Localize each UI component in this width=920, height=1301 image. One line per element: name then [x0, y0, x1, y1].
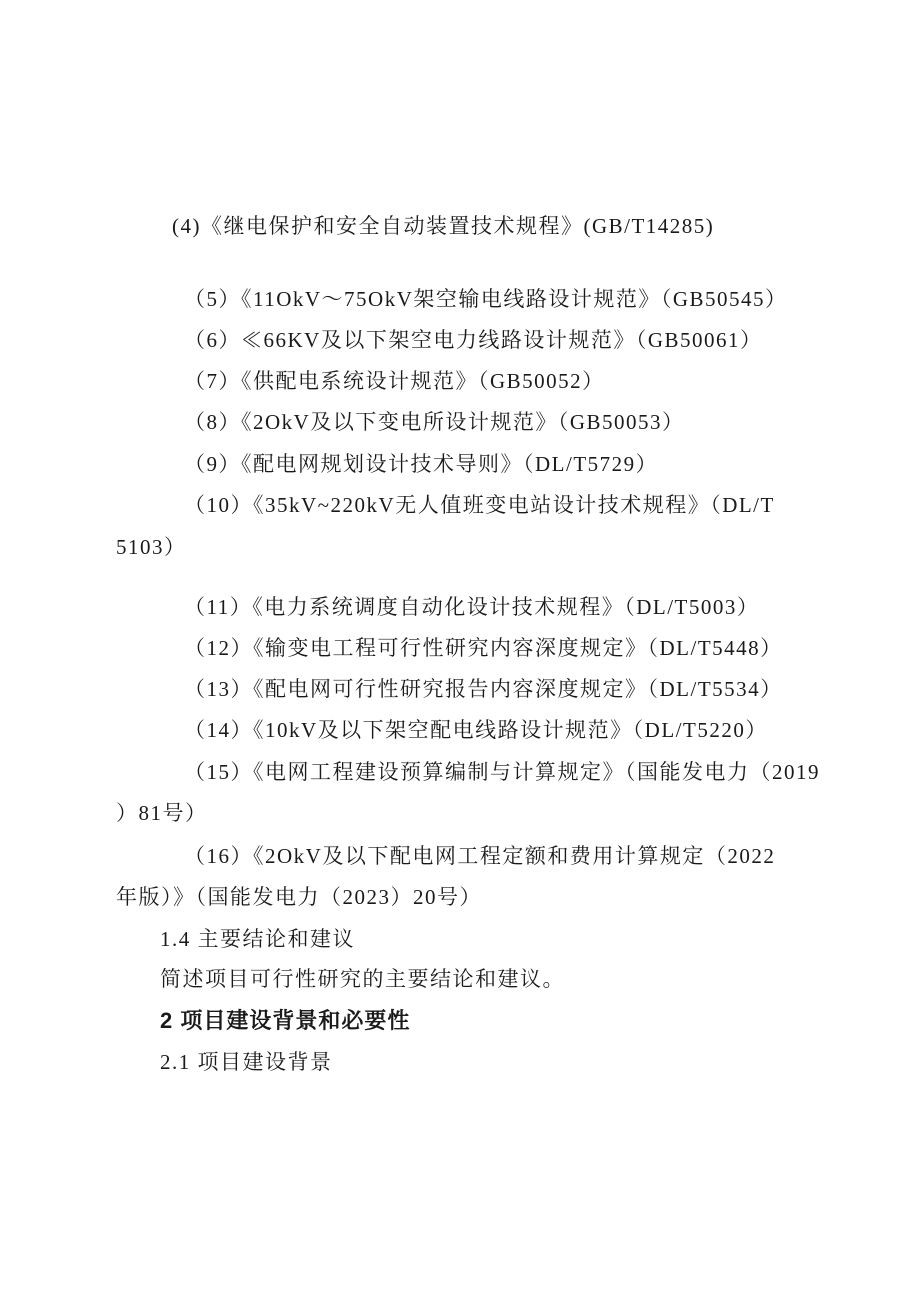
section-2-1-title: 2.1 项目建设背景 — [160, 1050, 333, 1074]
section-1-4-title: 1.4 主要结论和建议 — [160, 927, 355, 951]
reference-item-8: （8）《2OkV及以下变电所设计规范》（GB50053） — [184, 410, 685, 434]
reference-item-7: （7）《供配电系统设计规范》（GB50052） — [184, 369, 605, 393]
reference-item-4: (4)《继电保护和安全自动装置技术规程》(GB/T14285) — [172, 214, 715, 238]
reference-item-5: （5）《11OkV～75OkV架空输电线路设计规范》（GB50545） — [184, 287, 788, 311]
section-1-4-body: 简述项目可行性研究的主要结论和建议。 — [160, 967, 565, 991]
reference-item-12: （12）《输变电工程可行性研究内容深度规定》（DL/T5448） — [184, 636, 783, 660]
reference-item-11: （11）《电力系统调度自动化设计技术规程》（DL/T5003） — [184, 595, 760, 619]
reference-item-15-continuation: ）81号） — [116, 801, 208, 825]
reference-item-10: （10）《35kV~220kV无人值班变电站设计技术规程》（DL/T — [184, 493, 775, 517]
reference-item-9: （9）《配电网规划设计技术导则》（DL/T5729） — [184, 452, 659, 476]
reference-item-15: （15）《电网工程建设预算编制与计算规定》（国能发电力（2019 — [184, 760, 820, 784]
reference-item-13: （13）《配电网可行性研究报告内容深度规定》（DL/T5534） — [184, 677, 783, 701]
section-2-title: 2 项目建设背景和必要性 — [160, 1008, 411, 1033]
reference-item-16-continuation: 年版）》（国能发电力（2023）20号） — [116, 885, 482, 909]
reference-item-10-continuation: 5103） — [116, 535, 187, 559]
reference-item-16: （16）《2OkV及以下配电网工程定额和费用计算规定（2022 — [184, 844, 776, 868]
reference-item-14: （14）《10kV及以下架空配电线路设计规范》（DL/T5220） — [184, 718, 768, 742]
reference-item-6: （6）≪66KV及以下架空电力线路设计规范》（GB50061） — [184, 328, 763, 352]
